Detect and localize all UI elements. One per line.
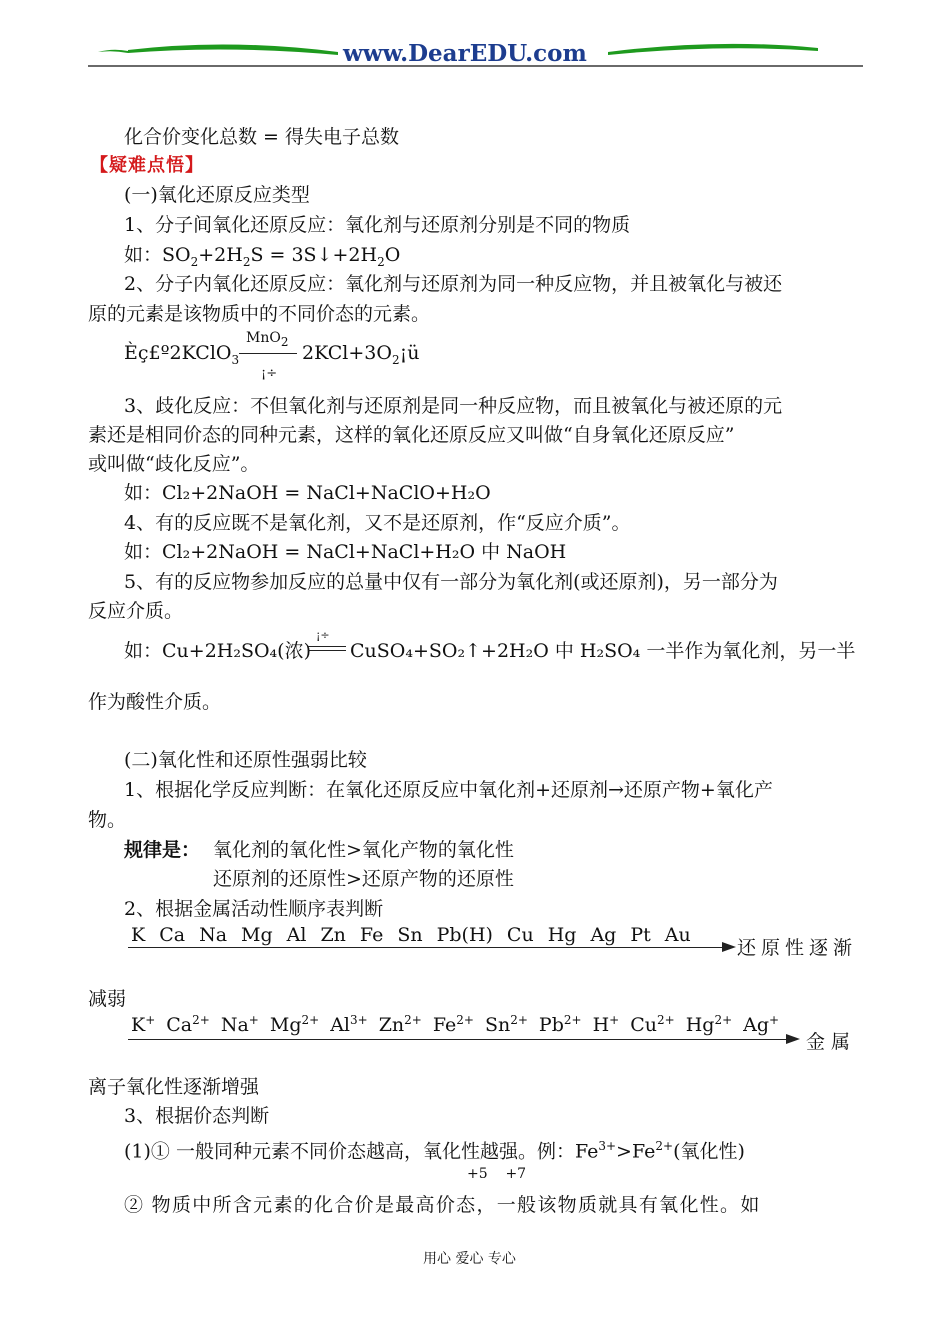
section-1-title: (一)氧化还原反应类型 (124, 184, 310, 206)
reaction-arrow-line (239, 353, 297, 354)
type-4-text: 4、有的反应既不是氧化剂，又不是还原剂，作“反应介质”。 (124, 512, 631, 534)
ion-series-arrow-line (128, 1039, 789, 1040)
metal-series-arrow-head (722, 941, 736, 953)
metal-symbol: Ag (590, 924, 617, 946)
ion-symbol: $Hg^{2+}$ (685, 1013, 733, 1037)
example-3: 如：Cl₂+2NaOH = NaCl+NaClO+H₂O (124, 482, 491, 504)
rule-reducer: 还原剂的还原性>还原产物的还原性 (213, 868, 514, 890)
example-5-condition: ¡÷ (316, 629, 330, 642)
valence-rule-1: (1)① 一般同种元素不同价态越高，氧化性越强。例：$Fe^{3+}>Fe^{2+}$(氧化性) (124, 1139, 745, 1163)
example-5-tail: 作为酸性介质。 (88, 691, 222, 713)
ion-symbol: Na+ (220, 1013, 259, 1037)
metal-symbol: Hg (547, 924, 577, 946)
example-2-left: Èç£º2KClO$_3$ (124, 342, 240, 367)
ion-symbol: $Pb^{2+}$ (538, 1013, 582, 1037)
section-tag: 【疑难点悟】 (90, 155, 204, 176)
ion-symbol: $Cu^{2+}$ (630, 1013, 675, 1037)
metal-symbol: Pb(H) (436, 924, 493, 946)
metal-symbol: Sn (397, 924, 423, 946)
example-2-condition: ¡÷ (261, 366, 278, 381)
example-4: 如：Cl₂+2NaOH = NaCl+NaCl+H₂O 中 NaOH (124, 541, 567, 563)
site-title[interactable]: www.DearEDU.com (343, 40, 587, 67)
metal-trend-label: 还原性逐渐 (737, 937, 858, 959)
type-5-line-b: 反应介质。 (88, 600, 184, 622)
ion-oxidation-series (131, 1013, 790, 1036)
valence-marks: +5 +7 (467, 1166, 527, 1182)
metal-symbol: K (131, 924, 146, 946)
ion-symbol: $Fe^{2+}$ (432, 1013, 474, 1037)
ion-series-arrow-head (786, 1033, 800, 1045)
ion-symbol: Ag+ (743, 1013, 780, 1037)
equals-arrow-top (308, 646, 346, 647)
ion-symbol: $Al^{3+}$ (330, 1013, 368, 1037)
ion-trend-tail: 离子氧化性逐渐增强 (88, 1076, 260, 1098)
equals-arrow-bottom (308, 650, 346, 651)
type-2-line-b: 原的元素是该物质中的不同价态的元素。 (88, 303, 431, 325)
metal-symbol: Cu (506, 924, 534, 946)
rule-oxidizer: 氧化剂的氧化性>氧化产物的氧化性 (213, 839, 514, 861)
metal-symbol: Ca (159, 924, 186, 946)
right-swoosh (608, 44, 818, 55)
valence-rule-2: ② 物质中所含元素的化合价是最高价态，一般该物质就具有氧化性。如 (124, 1194, 761, 1216)
ion-symbol: $Mg^{2+}$ (269, 1013, 320, 1037)
metal-symbol: Zn (320, 924, 346, 946)
example-2-right: $2KCl+3O_2¡ü$ (302, 342, 420, 367)
rule-1-line-a: 1、根据化学反应判断：在氧化还原反应中氧化剂+还原剂→还原产物+氧化产 (124, 779, 773, 801)
rule-2-title: 2、根据金属活动性顺序表判断 (124, 898, 384, 920)
ion-symbol: $Sn^{2+}$ (484, 1013, 528, 1037)
type-2-line-a: 2、分子内氧化还原反应：氧化剂与还原剂为同一种反应物，并且被氧化与被还 (124, 273, 783, 295)
rule-3-title: 3、根据价态判断 (124, 1105, 270, 1127)
ion-symbol: $Ca^{2+}$ (166, 1013, 210, 1037)
metal-symbol: Fe (359, 924, 384, 946)
metal-symbol: Al (286, 924, 307, 946)
type-3-line-a: 3、歧化反应：不但氧化剂与还原剂是同一种反应物，而且被氧化与被还原的元 (124, 395, 783, 417)
metal-activity-series (131, 924, 705, 946)
type-3-line-b: 素还是相同价态的同种元素，这样的氧化还原反应又叫做“自身氧化还原反应” (88, 424, 735, 446)
ion-symbol: K+ (131, 1013, 156, 1037)
example-1-prefix: 如：SO (124, 244, 191, 266)
example-5-right: CuSO₄+SO₂↑+2H₂O 中 H₂SO₄ 一半作为氧化剂，另一半 (350, 640, 856, 662)
example-5-left: 如：Cu+2H₂SO₄(浓) (124, 640, 312, 662)
metal-symbol: Mg (241, 924, 273, 946)
metal-trend-tail: 减弱 (88, 988, 127, 1010)
footer-text: 用心 爱心 专心 (423, 1251, 516, 1267)
type-3-line-c: 或叫做“歧化反应”。 (88, 453, 260, 475)
rule-label: 规律是： (124, 839, 201, 861)
ion-symbol: $Zn^{2+}$ (378, 1013, 422, 1037)
metal-symbol: Au (664, 924, 691, 946)
ion-trend-label: 金 属 (806, 1031, 851, 1053)
type-1-text: 1、分子间氧化还原反应：氧化剂与还原剂分别是不同的物质 (124, 214, 631, 236)
left-swoosh-tail (98, 50, 128, 53)
ion-symbol: H+ (592, 1013, 620, 1037)
example-1: 如：$SO_2+2H_2S$ = $3S↓+2H_2O$ (124, 244, 401, 269)
example-2-catalyst: MnO$_2$ (246, 330, 289, 349)
type-5-line-a: 5、有的反应物参加反应的总量中仅有一部分为氧化剂(或还原剂)，另一部分为 (124, 571, 778, 593)
metal-symbol: Na (199, 924, 228, 946)
section-2-title: (二)氧化性和还原性强弱比较 (124, 749, 367, 771)
left-swoosh (128, 44, 338, 55)
rule-1-line-b: 物。 (88, 809, 127, 831)
total-valence-line: 化合价变化总数 = 得失电子总数 (124, 126, 399, 148)
metal-symbol: Pt (630, 924, 651, 946)
metal-series-arrow-line (128, 947, 726, 948)
